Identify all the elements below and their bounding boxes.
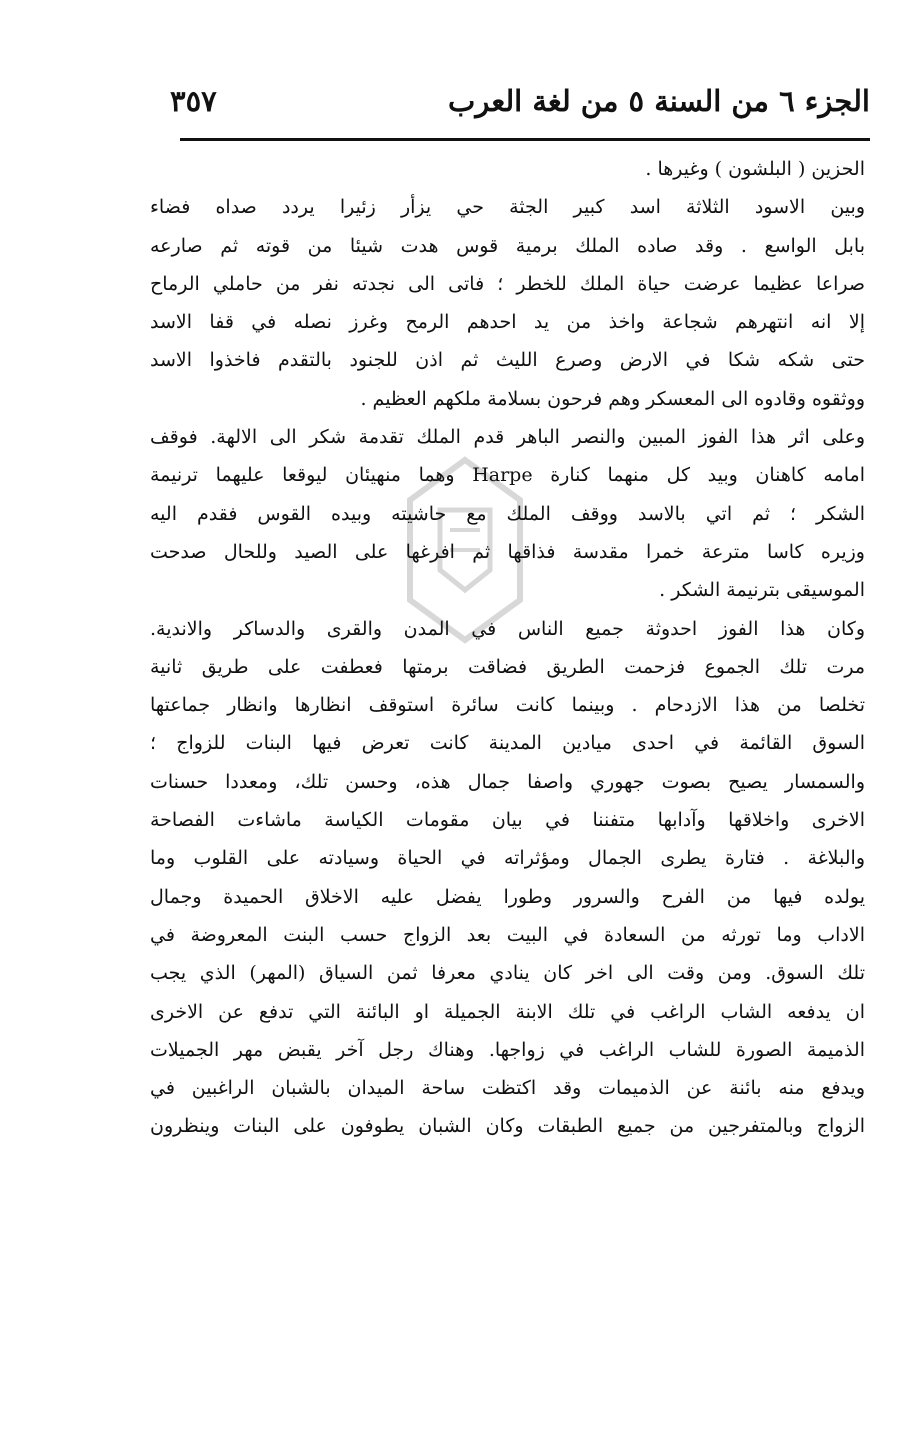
text-line: إلا انه انتهرهم شجاعة واخذ من يد احدهم الرمح وغرز نصله في قفا الاسد: [150, 311, 865, 334]
running-title: الجزء ٦ من السنة ٥ من لغة العرب: [448, 84, 870, 118]
text-line: والسمسار يصيح بصوت جهوري واصفا جمال هذه، وحسن تلك، ومعددا حسنات: [150, 770, 865, 793]
text-line: الاخرى واخلاقها وآدابها متفننا في بيان مقومات الكياسة ماشاءت الفصاحة: [150, 809, 865, 832]
text-line: امامه كاهنان وبيد كل منهما كنارة Harpe وهما منهيئان ليوقعا عليهما ترنيمة: [150, 464, 865, 487]
article-body: [150, 150, 865, 1146]
page-number: ٣٥٧: [170, 84, 217, 118]
text-line: الحزين ( البلشون ) وغيرها .: [645, 158, 865, 180]
text-line: ويدفع منه بائنة عن الذميمات وقد اكتظت ساحة الميدان بالشبان الراغبين في: [150, 1077, 865, 1100]
text-line: وعلى اثر هذا الفوز المبين والنصر الباهر قدم الملك تقدمة شكر الى الالهة. فوقف: [150, 426, 865, 449]
text-line: والبلاغة . فتارة يطرى الجمال ومؤثراته في الحياة وسيادته على القلوب وما: [150, 847, 865, 870]
text-line: صراعا عظيما عرضت حياة الملك للخطر ؛ فاتى الى نجدته نفر من حاملي الرماح: [150, 272, 865, 295]
text-line: يولده فيها من الفرح والسرور وطورا يفضل عليه الاخلاق الحميدة وجمال: [150, 885, 865, 908]
text-line: مرت تلك الجموع فزحمت الطريق فضاقت برمتها فعطفت على طريق ثانية: [150, 655, 865, 678]
text-line: الموسيقى بترنيمة الشكر .: [659, 579, 865, 602]
text-line: الذميمة الصورة للشاب الراغب في زواجها. وهناك رجل آخر يقبض مهر الجميلات: [150, 1038, 865, 1061]
text-line: الزواج وبالمتفرجين من جميع الطبقات وكان الشبان يطوفون على البنات وينظرون: [150, 1115, 865, 1138]
page-header: [170, 78, 870, 128]
text-line: وزيره كاسا مترعة خمرا مقدسة فذاقها ثم افرغها على الصيد وللحال صدحت: [150, 540, 865, 563]
text-line: تلك السوق. ومن وقت الى اخر كان ينادي معرفا ثمن السياق (المهر) الذي يجب: [150, 962, 865, 985]
text-line: بابل الواسع . وقد صاده الملك برمية قوس هدت شيئا من قوته ثم صارعه: [150, 234, 865, 257]
text-line: حتى شكه شكا في الارض وصرع الليث ثم اذن للجنود بالتقدم فاخذوا الاسد: [150, 349, 865, 372]
text-line: الشكر ؛ ثم اتي بالاسد ووقف الملك مع حاشيته وبيده القوس فقدم اليه: [150, 502, 865, 525]
header-rule: [180, 138, 870, 141]
text-line: الاداب وما تورثه من السعادة في البيت بعد الزواج حسب البنت المعروضة في: [150, 923, 865, 946]
text-line: وبين الاسود الثلاثة اسد كبير الجثة حي يزأر زئيرا يردد صداه فضاء: [150, 196, 865, 219]
text-line: تخلصا من هذا الازدحام . وبينما كانت سائرة استوقف انظارها وانظار جماعتها: [150, 694, 865, 717]
text-line: السوق القائمة في احدى ميادين المدينة كانت تعرض فيها البنات للزواج ؛: [150, 732, 865, 755]
text-line: وكان هذا الفوز احدوثة جميع الناس في المدن والقرى والدساكر والاندية.: [150, 617, 865, 640]
text-line: ووثقوه وقادوه الى المعسكر وهم فرحون بسلامة ملكهم العظيم .: [360, 387, 865, 410]
text-line: ان يدفعه الشاب الراغب في تلك الابنة الجميلة او البائنة التي تدفع عن الاخرى: [150, 1000, 865, 1023]
